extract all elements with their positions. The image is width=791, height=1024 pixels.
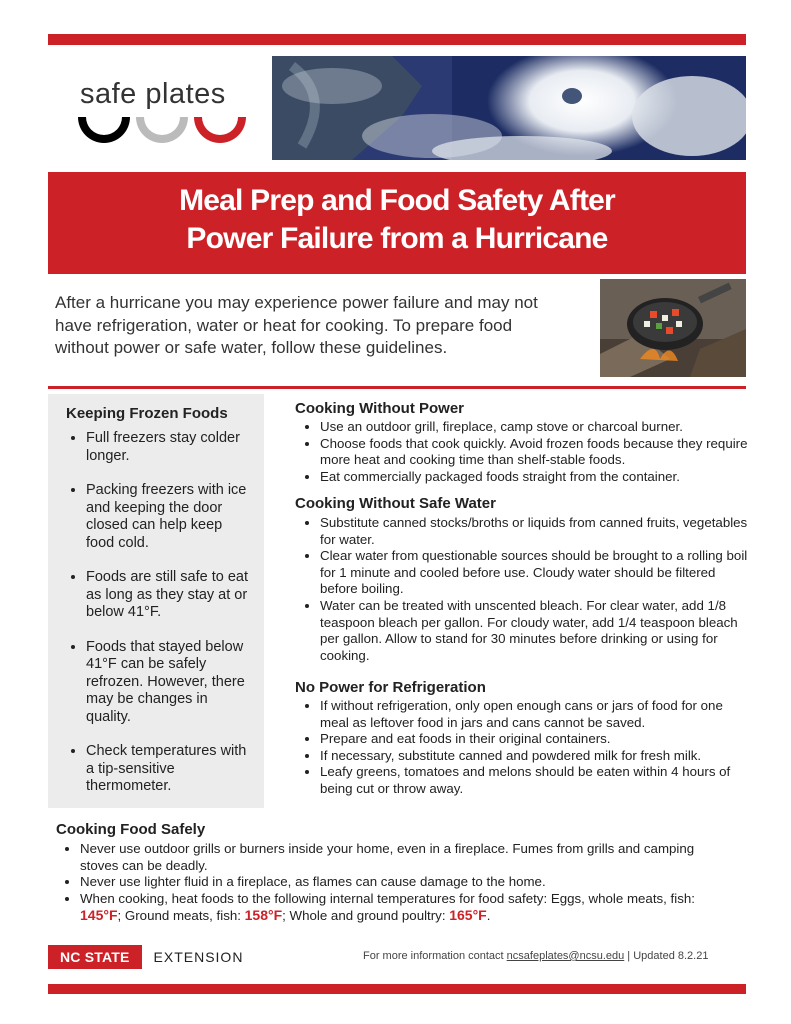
sidebar-title: Keeping Frozen Foods: [66, 405, 228, 422]
cooking-without-safe-water-heading: Cooking Without Safe Water: [295, 495, 496, 512]
footer-contact: [363, 950, 708, 962]
cooking-food-safely-heading: Cooking Food Safely: [56, 821, 206, 838]
sidebar-list: [48, 430, 253, 813]
temp-whole-meats: 145°F: [80, 907, 118, 924]
cooking-food-safely-list: [56, 841, 730, 925]
cooking-without-safe-water-list: [295, 515, 752, 664]
nc-state-extension-logo: [48, 945, 243, 969]
page-title-line-1: Meal Prep and Food Safety After: [179, 184, 615, 217]
no-power-refrigeration-heading: No Power for Refrigeration: [295, 679, 486, 696]
temps-mid-2: ; Whole and ground poultry:: [282, 908, 450, 924]
campfire-skillet-image: [600, 279, 746, 377]
keeping-frozen-foods-panel: [48, 394, 264, 808]
temps-end: .: [486, 908, 491, 924]
list-item-temperatures: [80, 891, 730, 925]
no-power-refrigeration-list: [295, 698, 752, 798]
list-item: • Full freezers stay colder longer.: [86, 430, 253, 465]
temp-poultry: 165°F: [449, 907, 487, 924]
list-item: • Use an outdoor grill, fireplace, camp stove or charcoal burner.: [320, 419, 750, 436]
list-item: • Clear water from questionable sources should be brought to a rolling boil for 1 minute and cooled before use. Cloudy water should be filtered before boiling.: [320, 548, 752, 598]
intro-paragraph: After a hurricane you may experience power failure and may not have refrigeration, water or heat for cooking. To prepare food without power or safe water, follow these guidelines.: [55, 293, 538, 357]
list-item: • Substitute canned stocks/broths or liquids from canned fruits, vegetables for water.: [320, 515, 752, 548]
bottom-accent-bar: [48, 984, 746, 994]
list-item: • Water can be treated with unscented bleach. For clear water, add 1/8 teaspoon bleach per gallon. For cloudy water, add 1/4 teaspoon bleach per gallon. Allow to stand for 30 minutes before drinking or using for cooking.: [320, 598, 752, 664]
page-title-line-2: Power Failure from a Hurricane: [186, 222, 608, 255]
cooking-without-power-list: [295, 419, 750, 485]
extension-wordmark: EXTENSION: [153, 949, 244, 965]
temps-mid-1: ; Ground meats, fish:: [117, 908, 245, 924]
plates-icon: [76, 115, 246, 149]
list-item: • Check temperatures with a tip-sensitive thermometer.: [86, 743, 253, 796]
list-item: • If without refrigeration, only open enough cans or jars of food for one meal as leftover food in jars and cans cannot be saved.: [320, 698, 752, 731]
list-item: • Leafy greens, tomatoes and melons should be eaten within 4 hours of being cut or throw away.: [320, 764, 752, 797]
list-item: • Prepare and eat foods in their original containers.: [320, 731, 752, 748]
logo-text: safe plates: [80, 78, 226, 110]
title-banner: [48, 172, 746, 274]
section-divider: [48, 386, 746, 389]
list-item: • Foods are still safe to eat as long as they stay at or below 41°F.: [86, 569, 253, 622]
list-item: • Packing freezers with ice and keeping the door closed can help keep food cold.: [86, 482, 253, 552]
top-accent-bar: [48, 34, 746, 45]
list-item: • Choose foods that cook quickly. Avoid frozen foods because they require more heat and cooking time than shelf-stable foods.: [320, 436, 750, 469]
list-item: • Never use outdoor grills or burners inside your home, even in a fireplace. Fumes from grills and camping stoves can be deadly.: [80, 841, 730, 874]
list-item: • Eat commercially packaged foods straight from the container.: [320, 469, 750, 486]
temp-ground-meats: 158°F: [244, 907, 283, 924]
list-item: • Foods that stayed below 41°F can be safely refrozen. However, there may be changes in quality.: [86, 639, 253, 727]
list-item: • If necessary, substitute canned and powdered milk for fresh milk.: [320, 748, 752, 765]
footer-info-prefix: For more information contact: [363, 950, 507, 962]
temps-intro: When cooking, heat foods to the following internal temperatures for food safety: Eggs, whole meats, fish:: [80, 890, 695, 906]
list-item: • Never use lighter fluid in a fireplace, as flames can cause damage to the home.: [80, 874, 730, 891]
footer-info-suffix: | Updated 8.2.21: [624, 950, 709, 962]
hurricane-satellite-image: [272, 56, 746, 160]
contact-email-link[interactable]: ncsafeplates@ncsu.edu: [506, 950, 625, 962]
cooking-without-power-heading: Cooking Without Power: [295, 400, 465, 417]
nc-state-wordmark: NC STATE: [48, 945, 142, 969]
safe-plates-logo: [76, 78, 251, 148]
